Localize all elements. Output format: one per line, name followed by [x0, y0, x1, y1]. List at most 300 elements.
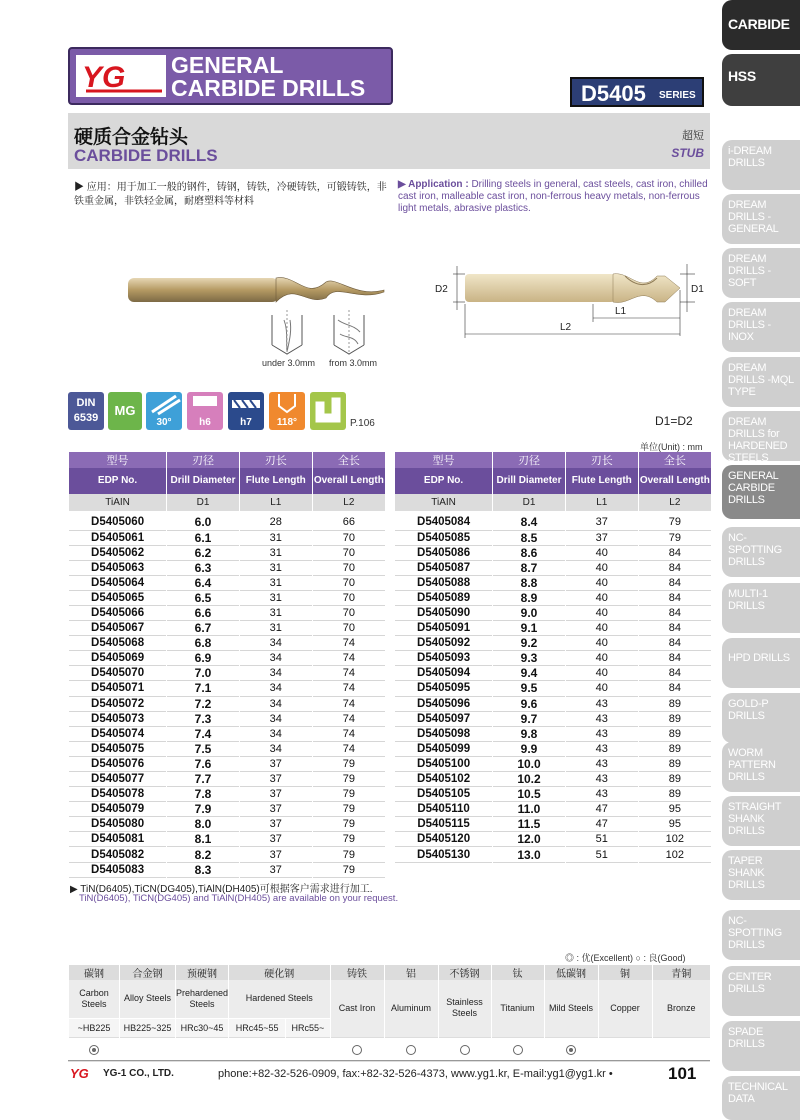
table-row [395, 560, 712, 575]
side-tab-i-dream[interactable]: i-DREAM DRILLS [722, 140, 800, 190]
flute-length-cell: 40 [565, 621, 638, 636]
shank-tolerance-icon [187, 392, 223, 430]
col-sub-coating: TiAIN [69, 494, 167, 511]
overall-length-cell: 102 [638, 832, 711, 847]
table-row [69, 817, 386, 832]
flute-length-cell: 34 [239, 636, 312, 651]
overall-length-cell: 79 [312, 787, 385, 802]
rating-carbon [69, 1037, 120, 1061]
table-row [395, 711, 712, 726]
product-subheader [68, 113, 710, 169]
flute-length-cell: 47 [565, 817, 638, 832]
unit-label: 单位(Unit) : mm [640, 442, 703, 452]
footer-logo-icon: YG [70, 1066, 89, 1081]
overall-length-cell: 95 [638, 802, 711, 817]
overall-length-cell: 79 [312, 802, 385, 817]
overall-length-cell: 79 [312, 832, 385, 847]
overall-length-cell: 89 [638, 741, 711, 756]
side-tab-hss[interactable]: HSS [722, 54, 800, 106]
diameter-cell: 11.5 [493, 817, 566, 832]
flute-length-cell: 31 [239, 530, 312, 545]
overall-length-cell: 74 [312, 741, 385, 756]
diameter-cell: 8.8 [493, 575, 566, 590]
overall-length-cell: 79 [312, 817, 385, 832]
label-l1: L1 [615, 306, 627, 317]
logo-letters: YG [82, 61, 126, 94]
table-row [395, 817, 712, 832]
hardness-alloy: HB225~325 [120, 1018, 176, 1037]
rating-bronze [652, 1037, 710, 1061]
table-row [69, 772, 386, 787]
table-row [69, 726, 386, 741]
table-row [395, 726, 712, 741]
diameter-cell: 7.8 [167, 787, 240, 802]
flute-length-cell: 43 [565, 756, 638, 771]
overall-length-cell: 70 [312, 530, 385, 545]
edp-cell: D5405069 [69, 651, 167, 666]
col-sub-d1: D1 [493, 494, 566, 511]
rating-aluminum [384, 1037, 438, 1061]
din-label: DIN [76, 397, 96, 409]
edp-cell: D5405065 [69, 590, 167, 605]
flute-length-cell: 40 [565, 666, 638, 681]
title-banner [68, 47, 393, 105]
table-row [395, 756, 712, 771]
overall-length-cell: 89 [638, 696, 711, 711]
col-diameter: Drill Diameter [167, 468, 240, 494]
table-row [69, 511, 386, 530]
overall-length-cell: 102 [638, 847, 711, 862]
overall-length-cell: 70 [312, 560, 385, 575]
overall-length-cell: 89 [638, 756, 711, 771]
diameter-cell: 6.3 [167, 560, 240, 575]
mat-en-hardened: Hardened Steels [229, 980, 330, 1018]
hardness-prehardened: HRc30~45 [176, 1018, 229, 1037]
edp-cell: D5405110 [395, 802, 493, 817]
col-edp: EDP No. [395, 468, 493, 494]
flute-length-cell: 37 [239, 817, 312, 832]
good-rating-icon [460, 1045, 470, 1055]
table-row [69, 847, 386, 862]
diameter-cell: 9.6 [493, 696, 566, 711]
flute-length-cell: 34 [239, 666, 312, 681]
application-text: Drilling steels in general, cast steels, cast iron, chilled cast iron, malleable cast iron, non-ferrous heavy metals, non-ferrous light metals, abrasive plastics. [398, 179, 708, 214]
flute-length-cell: 37 [239, 802, 312, 817]
side-tab-center[interactable]: CENTER DRILLS [722, 966, 800, 1016]
overall-length-cell: 66 [312, 511, 385, 530]
diameter-cell: 6.2 [167, 545, 240, 560]
side-tab-nc-spotting[interactable]: NC-SPOTTING DRILLS [722, 527, 800, 577]
flute-length-cell: 43 [565, 711, 638, 726]
flute-length-cell: 34 [239, 741, 312, 756]
edp-cell: D5405099 [395, 741, 493, 756]
overall-length-cell: 74 [312, 666, 385, 681]
mat-en-copper: Copper [598, 980, 652, 1037]
flute-length-cell: 43 [565, 696, 638, 711]
edp-cell: D5405075 [69, 741, 167, 756]
table-row [395, 545, 712, 560]
flute-length-cell: 37 [565, 511, 638, 530]
mat-cn-mild: 低碳钢 [544, 965, 598, 980]
flute-length-cell: 31 [239, 605, 312, 620]
side-tab-technical-data[interactable]: TECHNICAL DATA [722, 1076, 800, 1120]
edp-cell: D5405094 [395, 666, 493, 681]
good-rating-icon [406, 1045, 416, 1055]
table-row [395, 681, 712, 696]
rating-hardened-2 [286, 1037, 330, 1061]
edp-cell: D5405090 [395, 605, 493, 620]
diameter-cell: 8.6 [493, 545, 566, 560]
edp-cell: D5405078 [69, 787, 167, 802]
side-tab-dream-general[interactable]: DREAM DRILLS -GENERAL [722, 194, 800, 244]
diameter-cell: 9.5 [493, 681, 566, 696]
flute-length-cell: 40 [565, 575, 638, 590]
edp-cell: D5405098 [395, 726, 493, 741]
point-geometry-under-3mm-icon [262, 310, 312, 355]
overall-length-cell: 89 [638, 711, 711, 726]
table-row [69, 575, 386, 590]
table-row [69, 696, 386, 711]
hardness-carbon: ~HB225 [69, 1018, 120, 1037]
flute-length-cell: 40 [565, 590, 638, 605]
mat-cn-aluminum: 铝 [384, 965, 438, 980]
side-tab-multi-1[interactable]: MULTI-1 DRILLS [722, 583, 800, 633]
flute-length-cell: 34 [239, 711, 312, 726]
rating-copper [598, 1037, 652, 1061]
overall-length-cell: 70 [312, 575, 385, 590]
edp-cell: D5405082 [69, 847, 167, 862]
diameter-cell: 9.0 [493, 605, 566, 620]
coating-note-en: TiN(D6405), TiCN(DG405) and TiAlN(DH405) are available on your request. [79, 893, 399, 904]
diameter-cell: 7.2 [167, 696, 240, 711]
product-name-en: CARBIDE DRILLS [74, 146, 218, 165]
diameter-cell: 9.7 [493, 711, 566, 726]
side-tab-dream-mql[interactable]: DREAM DRILLS -MQL TYPE [722, 357, 800, 407]
coating-icon [310, 392, 346, 430]
diameter-cell: 9.4 [493, 666, 566, 681]
edp-cell: D5405067 [69, 621, 167, 636]
flute-length-cell: 40 [565, 560, 638, 575]
table-row [69, 545, 386, 560]
footer-contact: phone:+82-32-526-0909, fax:+82-32-526-4373, www.yg1.kr, E-mail:yg1@yg1.kr • [218, 1068, 613, 1080]
table-row [69, 530, 386, 545]
edp-cell: D5405071 [69, 681, 167, 696]
label-d1: D1 [691, 284, 704, 295]
diameter-cell: 7.5 [167, 741, 240, 756]
col-cn-edp: 型号 [395, 452, 493, 468]
overall-length-cell: 74 [312, 696, 385, 711]
table-row [69, 590, 386, 605]
series-word: SERIES [659, 90, 696, 101]
edp-cell: D5405074 [69, 726, 167, 741]
flute-length-cell: 34 [239, 696, 312, 711]
page-reference[interactable]: P.106 [350, 418, 375, 429]
page-title-line2: CARBIDE DRILLS [171, 75, 366, 101]
flute-length-cell: 51 [565, 832, 638, 847]
page-title [171, 54, 365, 100]
diameter-cell: 6.7 [167, 621, 240, 636]
application-label: ▶ Application : [398, 179, 469, 190]
edp-cell: D5405072 [69, 696, 167, 711]
edp-cell: D5405088 [395, 575, 493, 590]
flute-length-cell: 43 [565, 726, 638, 741]
mat-cn-cast-iron: 铸铁 [330, 965, 384, 980]
mg-grade-icon: MG [108, 392, 142, 430]
flute-length-cell: 40 [565, 681, 638, 696]
mat-en-titanium: Titanium [491, 980, 544, 1037]
diameter-cell: 8.3 [167, 862, 240, 877]
helix-angle-icon [146, 392, 182, 430]
table-row [395, 605, 712, 620]
col-diameter: Drill Diameter [493, 468, 566, 494]
overall-length-cell: 74 [312, 651, 385, 666]
flute-length-cell: 40 [565, 605, 638, 620]
table-row [69, 802, 386, 817]
diameter-cell: 6.5 [167, 590, 240, 605]
overall-length-cell: 70 [312, 590, 385, 605]
overall-length-cell: 74 [312, 681, 385, 696]
rating-mild [544, 1037, 598, 1061]
col-cn-diameter: 刃径 [167, 452, 240, 468]
diameter-cell: 7.9 [167, 802, 240, 817]
overall-length-cell: 84 [638, 651, 711, 666]
mat-en-carbon: Carbon Steels [69, 980, 120, 1018]
mat-cn-copper: 铜 [598, 965, 652, 980]
col-cn-diameter: 刃径 [493, 452, 566, 468]
coating-note-cn: ▶ TiN(D6405),TiCN(DG405),TiAlN(DH405)可根据客户需求进行加工. [70, 884, 373, 895]
side-tab-worm[interactable]: WORM PATTERN DRILLS [722, 742, 800, 792]
logo-box [76, 55, 166, 97]
overall-length-cell: 89 [638, 787, 711, 802]
side-tab-spade[interactable]: SPADE DRILLS [722, 1021, 800, 1071]
flute-length-cell: 34 [239, 681, 312, 696]
mat-cn-carbon: 碳钢 [69, 965, 120, 980]
edp-cell: D5405077 [69, 772, 167, 787]
length-type-en: STUB [671, 146, 704, 160]
side-tab-straight-shank[interactable]: STRAIGHT SHANK DRILLS [722, 796, 800, 846]
point-geometry-from-3mm-icon [324, 310, 374, 355]
overall-length-cell: 84 [638, 666, 711, 681]
overall-length-cell: 79 [312, 862, 385, 877]
diameter-cell: 6.4 [167, 575, 240, 590]
excellent-rating-icon [89, 1045, 99, 1055]
length-type-cn: 超短 [682, 130, 704, 142]
table-row [395, 575, 712, 590]
flute-length-cell: 37 [239, 787, 312, 802]
diameter-relation: D1=D2 [655, 414, 693, 428]
edp-cell: D5405064 [69, 575, 167, 590]
drill-photo-icon [126, 270, 386, 310]
table-row [395, 772, 712, 787]
edp-cell: D5405079 [69, 802, 167, 817]
table-row [395, 832, 712, 847]
table-row [69, 756, 386, 771]
flute-length-cell: 40 [565, 651, 638, 666]
flute-length-cell: 43 [565, 772, 638, 787]
good-rating-icon [352, 1045, 362, 1055]
diameter-cell: 9.2 [493, 636, 566, 651]
table-row [69, 651, 386, 666]
flute-length-cell: 34 [239, 651, 312, 666]
edp-cell: D5405063 [69, 560, 167, 575]
rating-prehardened [176, 1037, 229, 1061]
drill-dimension-diagram [425, 246, 710, 346]
caption-from-3mm: from 3.0mm [329, 358, 378, 368]
overall-length-cell: 79 [312, 756, 385, 771]
flute-length-cell: 37 [239, 772, 312, 787]
side-tab-hpd[interactable]: HPD DRILLS [722, 638, 800, 688]
flute-length-cell: 31 [239, 621, 312, 636]
diameter-cell: 10.0 [493, 756, 566, 771]
table-row [69, 832, 386, 847]
table-row [69, 621, 386, 636]
overall-length-cell: 84 [638, 636, 711, 651]
side-tab-taper-shank[interactable]: TAPER SHANK DRILLS [722, 850, 800, 900]
diameter-cell: 6.0 [167, 511, 240, 530]
edp-cell: D5405093 [395, 651, 493, 666]
diameter-cell: 7.7 [167, 772, 240, 787]
mat-cn-prehardened: 预硬钢 [176, 965, 229, 980]
side-tab-nc-spotting-2[interactable]: NC-SPOTTING DRILLS [722, 910, 800, 960]
edp-cell: D5405086 [395, 545, 493, 560]
table-row [395, 636, 712, 651]
mat-cn-alloy: 合金钢 [120, 965, 176, 980]
overall-length-cell: 84 [638, 590, 711, 605]
edp-cell: D5405085 [395, 530, 493, 545]
diameter-cell: 11.0 [493, 802, 566, 817]
rating-legend: ◎ : 优(Excellent) ○ : 良(Good) [565, 953, 686, 963]
spec-table-left [68, 452, 385, 878]
flute-length-cell: 37 [239, 832, 312, 847]
good-rating-icon [513, 1045, 523, 1055]
flute-length-cell: 43 [565, 741, 638, 756]
diameter-tolerance-value: h7 [240, 417, 252, 428]
page-title-line1: GENERAL [171, 52, 284, 78]
diameter-cell: 8.1 [167, 832, 240, 847]
table-row [69, 605, 386, 620]
flute-length-cell: 31 [239, 575, 312, 590]
overall-length-cell: 95 [638, 817, 711, 832]
table-row [395, 696, 712, 711]
rating-hardened-1 [229, 1037, 286, 1061]
series-badge [570, 77, 704, 107]
rating-row [69, 1037, 711, 1061]
flute-length-cell: 37 [239, 862, 312, 877]
edp-cell: D5405080 [69, 817, 167, 832]
edp-cell: D5405130 [395, 847, 493, 862]
overall-length-cell: 89 [638, 726, 711, 741]
table-row [395, 787, 712, 802]
side-tab-carbide[interactable]: CARBIDE [722, 0, 800, 50]
col-sub-l2: L2 [312, 494, 385, 511]
col-cn-flute: 刃长 [239, 452, 312, 468]
spec-table-right [394, 452, 711, 863]
edp-cell: D5405092 [395, 636, 493, 651]
overall-length-cell: 84 [638, 560, 711, 575]
table-row [395, 802, 712, 817]
overall-length-cell: 84 [638, 605, 711, 620]
shank-tolerance-value: h6 [199, 417, 211, 428]
table-row [69, 636, 386, 651]
side-tab-gold-p[interactable]: GOLD-P DRILLS [722, 693, 800, 743]
mat-en-alloy: Alloy Steels [120, 980, 176, 1018]
overall-length-cell: 79 [312, 847, 385, 862]
overall-length-cell: 79 [312, 772, 385, 787]
overall-length-cell: 74 [312, 711, 385, 726]
side-tab-general-carbide[interactable]: GENERAL CARBIDE DRILLS [722, 465, 800, 519]
edp-cell: D5405096 [395, 696, 493, 711]
footer-company: YG-1 CO., LTD. [103, 1068, 174, 1079]
application-en [398, 179, 713, 215]
edp-cell: D5405089 [395, 590, 493, 605]
flute-length-cell: 34 [239, 726, 312, 741]
diameter-cell: 8.0 [167, 817, 240, 832]
edp-cell: D5405081 [69, 832, 167, 847]
edp-cell: D5405084 [395, 511, 493, 530]
mat-en-stainless: Stainless Steels [438, 980, 491, 1037]
edp-cell: D5405070 [69, 666, 167, 681]
col-flute: Flute Length [565, 468, 638, 494]
overall-length-cell: 79 [638, 511, 711, 530]
edp-cell: D5405105 [395, 787, 493, 802]
table-row [395, 666, 712, 681]
overall-length-cell: 74 [312, 726, 385, 741]
side-tab-dream-hardened[interactable]: DREAM DRILLS for HARDENED STEELS [722, 411, 800, 461]
overall-length-cell: 70 [312, 605, 385, 620]
flute-length-cell: 31 [239, 590, 312, 605]
edp-cell: D5405073 [69, 711, 167, 726]
table-row [395, 741, 712, 756]
diameter-cell: 8.2 [167, 847, 240, 862]
rating-alloy [120, 1037, 176, 1061]
table-row [69, 741, 386, 756]
flute-length-cell: 28 [239, 511, 312, 530]
edp-cell: D5405061 [69, 530, 167, 545]
overall-length-cell: 84 [638, 545, 711, 560]
material-suitability-table [68, 965, 710, 1062]
side-tab-dream-soft[interactable]: DREAM DRILLS -SOFT [722, 248, 800, 298]
col-sub-coating: TiAIN [395, 494, 493, 511]
diameter-cell: 7.4 [167, 726, 240, 741]
col-sub-l1: L1 [239, 494, 312, 511]
flute-length-cell: 40 [565, 636, 638, 651]
col-edp: EDP No. [69, 468, 167, 494]
overall-length-cell: 84 [638, 621, 711, 636]
diameter-cell: 10.5 [493, 787, 566, 802]
edp-cell: D5405066 [69, 605, 167, 620]
din-standard-icon [68, 392, 104, 430]
application-cn: ▶ 应用：用于加工一般的钢件，铸钢，铸铁，冷硬铸铁，可锻铸铁，非铁重金属，非铁轻金属，耐磨塑料等材料 [74, 182, 387, 207]
col-overall: Overall Length [638, 468, 711, 494]
table-row [69, 681, 386, 696]
table-row [395, 511, 712, 530]
flute-length-cell: 43 [565, 787, 638, 802]
edp-cell: D5405097 [395, 711, 493, 726]
edp-cell: D5405083 [69, 862, 167, 877]
diameter-tolerance-icon [228, 392, 264, 430]
label-l2: L2 [560, 322, 572, 333]
series-code: D5405 [581, 81, 646, 106]
side-tab-dream-inox[interactable]: DREAM DRILLS -INOX [722, 302, 800, 352]
excellent-rating-icon [566, 1045, 576, 1055]
overall-length-cell: 84 [638, 681, 711, 696]
col-cn-flute: 刃长 [565, 452, 638, 468]
flute-length-cell: 37 [239, 756, 312, 771]
mat-cn-stainless: 不锈钢 [438, 965, 491, 980]
yg1-logo-icon [76, 55, 166, 97]
mat-en-bronze: Bronze [652, 980, 710, 1037]
mat-en-aluminum: Aluminum [384, 980, 438, 1037]
